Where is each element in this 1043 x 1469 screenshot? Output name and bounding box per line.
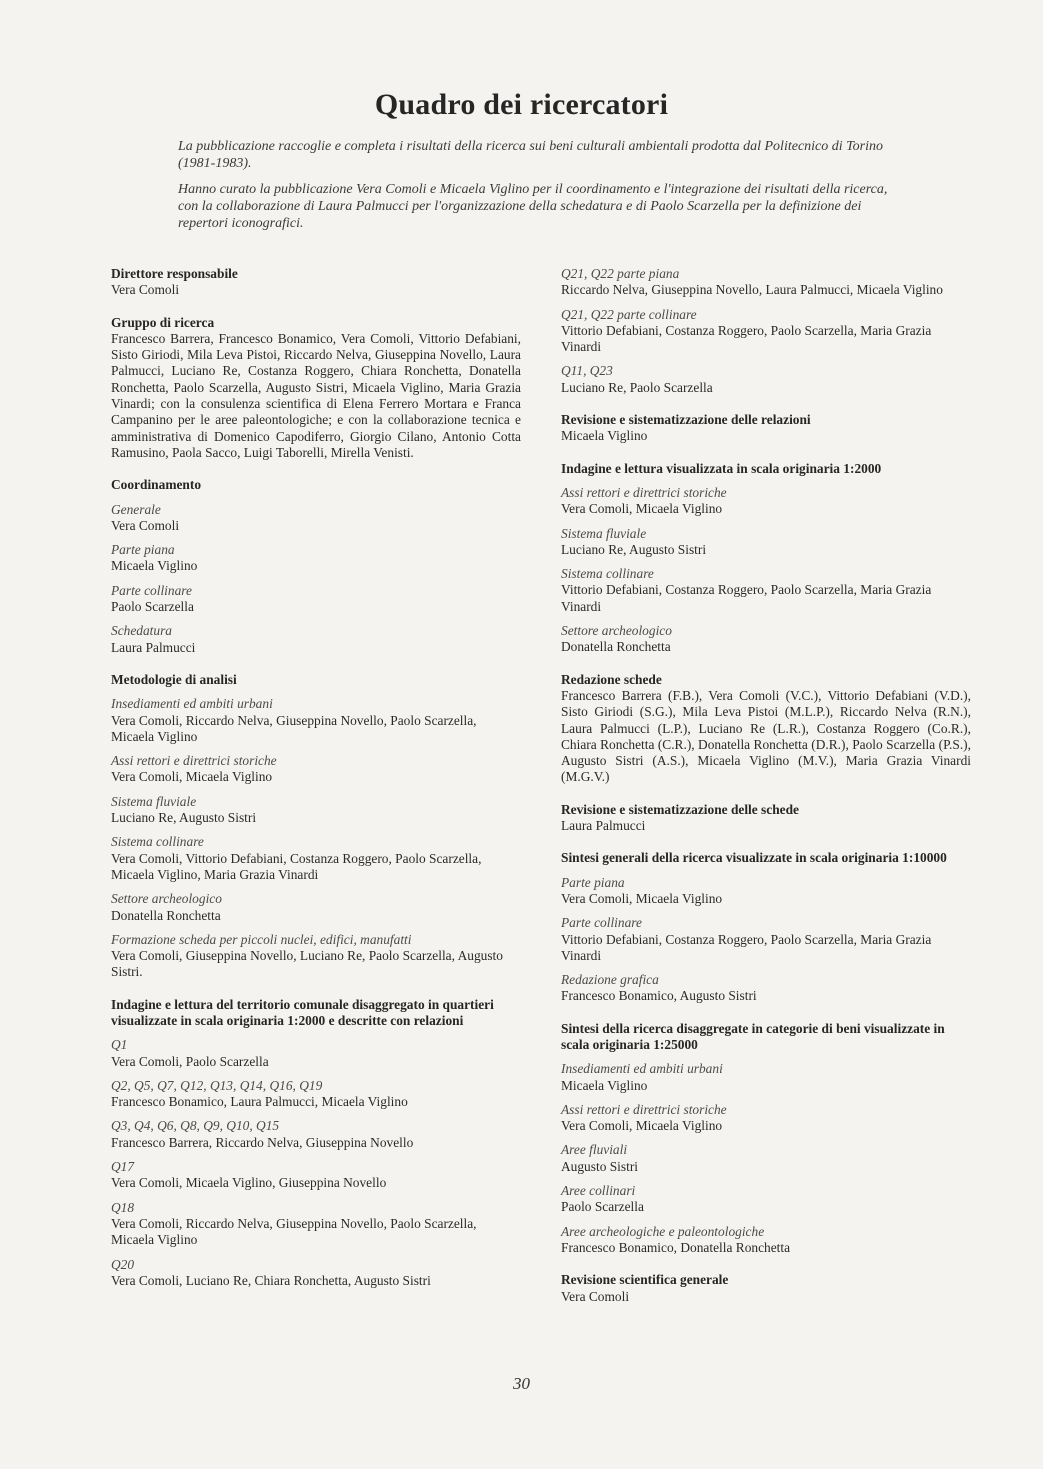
entry-label: Insediamenti ed ambiti urbani [111,696,273,712]
credit-section [561,672,971,786]
credit-entry [561,526,971,559]
section-names: Vera Comoli [111,282,180,298]
entry-names: Vera Comoli, Micaela Viglino [561,1118,723,1134]
credit-entry [561,307,971,356]
entry-names: Luciano Re, Augusto Sistri [561,541,707,557]
section-title: Revisione scientifica generale [561,1272,729,1288]
credit-entry [111,1037,521,1070]
section-names: Francesco Barrera (F.B.), Vera Comoli (V.C.), Vittorio Defabiani (V.D.), Sisto Giriodi (S.G.), Mila Leva Pistoi (M.L.P.), Riccardo Nelva (R.N.), Laura Palmucci (L.P.), Luciano Re (L.R.), Costanza Roggero (Co.R.), Chiara Ronchetta (C.R.), Donatella Ronchetta (D.R.), Paolo Scarzella (P.S.), Augusto Sistri (A.S.), Micaela Viglino (M.V.), Maria Grazia Vinardi (M.G.V.) [561,687,971,785]
entry-label: Q20 [111,1256,135,1272]
entry-names: Francesco Barrera, Riccardo Nelva, Giuseppina Novello [111,1134,414,1150]
entry-label: Assi rettori e direttrici storiche [561,1101,727,1117]
entry-names: Micaela Viglino [561,1077,648,1093]
entry-names: Francesco Bonamico, Donatella Ronchetta [561,1239,791,1255]
credit-entry [111,1159,521,1192]
entry-label: Formazione scheda per piccoli nuclei, edifici, manufatti [111,931,412,947]
section-title: Metodologie di analisi [111,671,237,687]
intro-text [178,138,898,241]
entry-names: Francesco Bonamico, Augusto Sistri [561,988,757,1004]
credit-entry [561,566,971,615]
entry-names: Vera Comoli, Micaela Viglino [561,890,723,906]
entry-names: Vera Comoli, Riccardo Nelva, Giuseppina Novello, Paolo Scarzella, Micaela Viglino [111,712,477,744]
entry-label: Sistema fluviale [111,793,197,809]
entry-names: Vera Comoli, Luciano Re, Chiara Ronchetta, Augusto Sistri [111,1272,431,1288]
credit-entry [561,1142,971,1175]
credit-section [561,850,971,1004]
entry-names: Donatella Ronchetta [111,907,221,923]
entry-names: Micaela Viglino [111,558,198,574]
page-number: 30 [513,1374,530,1393]
entry-names: Vera Comoli, Paolo Scarzella [111,1053,269,1069]
credit-entry [111,623,521,656]
section-title: Revisione e sistematizzazione delle schede [561,801,799,817]
credit-section [561,266,971,396]
credit-section [561,461,971,656]
entry-label: Generale [111,501,161,517]
section-title: Sintesi generali della ricerca visualizzate in scala originaria 1:10000 [561,850,947,866]
entry-label: Assi rettori e direttrici storiche [561,484,727,500]
credit-entry [561,1224,971,1257]
section-title: Sintesi della ricerca disaggregate in categorie di beni visualizzate in scala originaria 1:25000 [561,1020,945,1052]
entry-label: Q18 [111,1199,135,1215]
entry-label: Q11, Q23 [561,363,613,379]
section-title: Indagine e lettura visualizzata in scala originaria 1:2000 [561,460,882,476]
entry-label: Settore archeologico [111,891,222,907]
entry-names: Vera Comoli, Giuseppina Novello, Luciano Re, Paolo Scarzella, Augusto Sistri. [111,948,503,980]
section-names: Francesco Barrera, Francesco Bonamico, Vera Comoli, Vittorio Defabiani, Sisto Giriodi, Mila Leva Pistoi, Riccardo Nelva, Giuseppina Novello, Laura Palmucci, Luciano Re, Costanza Roggero, Chiara Ronchetta, Donatella Ronchetta, Paolo Scarzella, Augusto Sistri, Micaela Viglino, Maria Grazia Vinardi; con la consulenza scientifica di Elena Ferrero Mortara e Franca Campanino per le aree paleontologiche; e con la collaborazione tecnica e amministrativa di Domenico Capodiferro, Giorgio Cilano, Antonio Cotta Ramusino, Paola Sacco, Luigi Taborelli, Mirella Venisti. [111,330,521,460]
entry-names: Laura Palmucci [111,639,196,655]
entry-names: Vera Comoli, Riccardo Nelva, Giuseppina Novello, Paolo Scarzella, Micaela Viglino [111,1215,477,1248]
entry-names: Riccardo Nelva, Giuseppina Novello, Laura Palmucci, Micaela Viglino [561,282,943,298]
credit-section [111,315,521,462]
entry-label: Q3, Q4, Q6, Q8, Q9, Q10, Q15 [111,1118,280,1134]
entry-label: Q1 [111,1037,128,1053]
credit-entry [561,1102,971,1135]
entry-names: Vera Comoli, Micaela Viglino, Giuseppina Novello [111,1175,387,1191]
credit-entry [111,696,521,745]
entry-names: Donatella Ronchetta [561,639,671,655]
entry-label: Q2, Q5, Q7, Q12, Q13, Q14, Q16, Q19 [111,1077,323,1093]
entry-label: Settore archeologico [561,623,672,639]
entry-names: Paolo Scarzella [561,1199,644,1215]
credit-entry [561,1061,971,1094]
section-title: Direttore responsabile [111,266,238,281]
section-title: Gruppo di ricerca [111,314,215,330]
section-title: Indagine e lettura del territorio comunale disaggregato in quartieri visualizzate in scala originaria 1:2000 e descritte con relazioni [111,996,494,1028]
entry-label: Q21, Q22 parte piana [561,266,680,281]
credit-entry [111,542,521,575]
entry-label: Aree collinari [561,1183,636,1199]
section-title: Revisione e sistematizzazione delle relazioni [561,412,811,428]
credit-section [561,1272,971,1305]
entry-label: Schedatura [111,623,172,639]
entry-label: Parte collinare [561,915,642,931]
entry-names: Augusto Sistri [561,1158,639,1174]
credit-entry [561,972,971,1005]
credit-entry [561,1183,971,1216]
credit-entry [561,623,971,656]
entry-names: Vittorio Defabiani, Costanza Roggero, Paolo Scarzella, Maria Grazia Vinardi [561,582,932,614]
credit-entry [111,583,521,616]
section-title: Redazione schede [561,671,662,687]
left-column [111,266,521,1305]
credit-section [561,412,971,445]
credit-section [111,477,521,656]
entry-label: Sistema collinare [111,834,204,850]
credit-entry [561,915,971,964]
right-column [561,266,971,1321]
credit-entry [561,485,971,518]
credit-section [561,1021,971,1257]
section-names: Vera Comoli [561,1288,630,1304]
credit-entry [111,1257,521,1290]
entry-label: Redazione grafica [561,972,659,988]
page-title: Quadro dei ricercatori [374,88,669,121]
entry-names: Luciano Re, Augusto Sistri [111,810,257,826]
entry-label: Parte piana [561,874,625,890]
intro-paragraph: Hanno curato la pubblicazione Vera Comoli e Micaela Viglino per il coordinamento e l'integrazione dei risultati della ricerca, con la collaborazione di Laura Palmucci per l'organizzazione della schedatura e di Paolo Scarzella per la definizione dei repertori iconografici. [178,182,888,231]
credit-section [111,672,521,981]
entry-label: Q21, Q22 parte collinare [561,306,697,322]
entry-names: Vittorio Defabiani, Costanza Roggero, Paolo Scarzella, Maria Grazia Vinardi [561,322,932,355]
entry-label: Sistema fluviale [561,525,647,541]
credit-entry [561,266,971,299]
credit-entry [111,932,521,981]
entry-label: Assi rettori e direttrici storiche [111,753,277,769]
entry-names: Vera Comoli, Micaela Viglino [561,501,723,517]
entry-names: Vera Comoli, Micaela Viglino [111,769,273,785]
entry-label: Sistema collinare [561,566,654,582]
entry-names: Francesco Bonamico, Laura Palmucci, Micaela Viglino [111,1094,408,1110]
credit-section [111,266,521,299]
entry-names: Vera Comoli, Vittorio Defabiani, Costanza Roggero, Paolo Scarzella, Micaela Viglino, Maria Grazia Vinardi [111,850,482,882]
entry-names: Luciano Re, Paolo Scarzella [561,379,713,395]
entry-label: Aree fluviali [561,1142,628,1158]
section-names: Micaela Viglino [561,428,648,444]
credit-entry [111,753,521,786]
credit-entry [111,502,521,535]
entry-names: Vittorio Defabiani, Costanza Roggero, Paolo Scarzella, Maria Grazia Vinardi [561,931,932,963]
credit-section [561,802,971,835]
entry-names: Paolo Scarzella [111,599,194,615]
entry-names: Vera Comoli [111,517,180,533]
section-title: Coordinamento [111,477,202,493]
credit-entry [561,363,971,396]
credit-entry [111,1078,521,1111]
entry-label: Q17 [111,1159,135,1175]
entry-label: Aree archeologiche e paleontologiche [561,1223,765,1239]
credit-entry [111,1118,521,1151]
section-names: Laura Palmucci [561,818,646,834]
credit-entry [111,891,521,924]
credit-entry [111,794,521,827]
entry-label: Parte collinare [111,582,192,598]
credit-entry [111,834,521,883]
credit-entry [111,1200,521,1249]
credit-entry [561,875,971,908]
intro-paragraph: La pubblicazione raccoglie e completa i risultati della ricerca sui beni culturali ambientali prodotta dal Politecnico di Torino (1981-1983). [178,139,883,171]
entry-label: Insediamenti ed ambiti urbani [561,1061,723,1077]
credit-section [111,997,521,1289]
entry-label: Parte piana [111,542,175,558]
